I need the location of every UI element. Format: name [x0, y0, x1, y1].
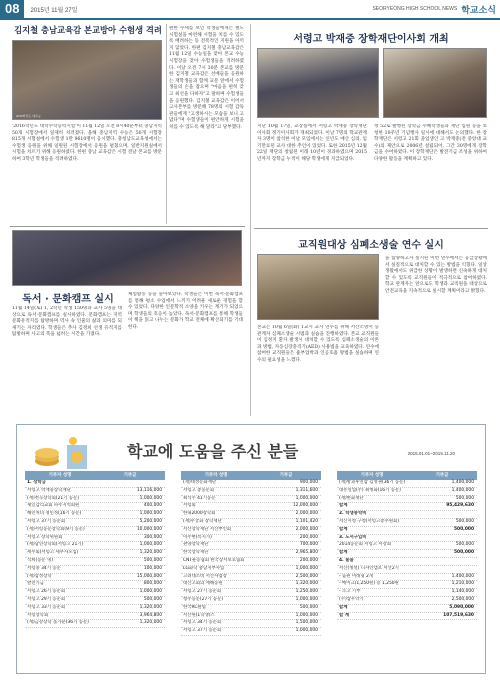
donor-name: 서령고 37기 동문회 — [183, 628, 222, 634]
table-row — [181, 542, 321, 550]
donor-amount: 1,000,000 — [139, 511, 162, 517]
article1-body: '2016학년도 대학수학능력시험'이 11월 12일 오전 8시40분부터 충남지역 50개 시험장에서 일제히 치러졌다. 올해 충남지역 수능은 50개 시험장 815개 시험실에서 수험생 1만 9610명이 응시했다. 충청남도교육청에서는 수험생 응원을 위해 일원된 시험장에서 응원을 펼쳤으며, 일반지원실에서 시험을 치르기 위해 응원하였다. 한편 충남 교육감은 시험 전날 본교를 방문하여 3학년 학생들을 격려하였다. — [12, 124, 162, 162]
table-row — [337, 488, 477, 496]
donor-name: 서산원(1학생)스 — [183, 612, 215, 618]
donor-amount: 13,116,000 — [136, 487, 162, 493]
rows — [181, 480, 321, 636]
table-row — [181, 620, 321, 628]
donor-amount: 1,000,000 — [295, 612, 318, 618]
article2-body-cont: 정 52로 발행된 장학금 수혜학생들과 재단 임원 등을 초청한 10주년 기념행사 일시에 대해서도 논의했다. 한 장학재단은 서령고 21회 졸업생인 고 박재중(전 중앙대 교수)의 제안으로 2006년 설립되어, 그간 30명에게 장학금을 수여하였다. 이 장학재단은 발전기금 조성을 위하여 다양한 활동을 계획하고 있다. — [374, 124, 487, 162]
article1-photo-caption: 2016학년도 대수능 — [16, 114, 41, 118]
donor-table-1 — [25, 471, 165, 628]
donor-amount: 3,964,800 — [139, 612, 162, 618]
article2-title: 서령고 박재중 장학재단이사회 개최 — [293, 34, 449, 45]
table-row — [25, 581, 165, 589]
donor-amount: 1,000,000 — [139, 495, 162, 501]
donor-amount: 1,320,000 — [139, 550, 162, 556]
table-row — [25, 558, 165, 566]
donor-name: 청주동문(27기 동문) — [183, 596, 224, 602]
donor-amount: 100,000 — [143, 565, 162, 571]
donor-name: 서산장학재단 서산부인회 — [183, 526, 232, 532]
table-row — [181, 511, 321, 519]
donor-name: 2014동문회 서령고 서강회 — [339, 542, 392, 548]
donor-amount: 1,000,000 — [139, 589, 162, 595]
donor-name: 관양장학재단 — [183, 542, 209, 548]
table-row — [181, 581, 321, 589]
donor-amount: 2,500,000 — [295, 573, 318, 579]
table-row — [181, 480, 321, 488]
table-row — [25, 542, 165, 550]
donor-name: 서령고 29기 동문회 — [27, 596, 66, 602]
donor-amount: 1,320,000 — [139, 604, 162, 610]
table-row — [337, 511, 477, 519]
donor-name: 서령고 33기 동문회 — [27, 604, 66, 610]
donor-amount: 500,000 — [454, 550, 474, 556]
donor-amount: 500,000 — [455, 495, 474, 501]
article2-photo-right — [383, 48, 487, 118]
donor-name: 서령고 34기 동문회 — [183, 620, 222, 626]
section-title: 학교소식 — [461, 5, 496, 16]
page-number: 08 — [0, 0, 24, 18]
table-row — [337, 519, 477, 527]
table-row — [181, 605, 321, 613]
donor-amount: 1,320,000 — [295, 581, 318, 587]
donor-amount: 1,000,000 — [295, 495, 318, 501]
table-row — [337, 503, 477, 511]
donor-name: - 소고 기부 — [339, 589, 361, 595]
table-row — [337, 558, 477, 566]
donor-amount — [420, 566, 477, 573]
donor-amount: 1,140,000 — [451, 589, 474, 595]
donor-amount: 1,400,000 — [451, 480, 474, 485]
donor-amount: 500,000 — [299, 604, 318, 610]
donor-amount: 300,000 — [143, 534, 162, 540]
article3-body: 본교는 10월 6일(화) 1교시 교사 연수를 위해 서산소방서 등 관계자 심폐소생술 시범과 실습을 진행하였다. 본교 교직원들이 심정지 환자 발생시 대처할 수 있도록 심폐소생술의 이론과 방법, 자동심장충격기(AED) 사용법을 교육하였다. 연수에 참여한 교직원들은 흉부압박과 인공호흡 방법을 실습하며 연수의 필요성을 느꼈다. — [257, 325, 379, 363]
donor-name: (재)방과후연합 김성권(36기 동문) — [339, 480, 406, 485]
table-row — [337, 566, 477, 574]
donor-name: 발전기금 — [27, 581, 44, 587]
header-name: 기부자 성명 — [204, 473, 228, 478]
donor-amount: 1,101,420 — [295, 518, 318, 524]
donor-name: 2. 학생통학비 — [339, 511, 367, 517]
article3-body-cont: 을 함양하고자 실시된 이번 연수에서는 응급상황에서 실질적으로 대처할 수 있는 방법을 익혔다. 일상생활에서도 위급한 상황이 발생하면 신속하게 대처할 수 있도록 교직원들이 적극적으로 참여하였다. 학교 관계자는 앞으로도 학생과 교직원을 대상으로 안전교육을 지속적으로 실시할 계획이라고 밝혔다. — [385, 256, 487, 294]
donor-name: 서령회 — [183, 503, 196, 509]
article3-photo — [257, 254, 379, 320]
donor-amount: 12,000,000 — [292, 503, 318, 509]
donor-amount: 700,000 — [299, 542, 318, 548]
donor-name: (재)대성문화재단 — [183, 480, 217, 485]
donor-name: 서산(병설) 디자인캠프 서산2기 — [339, 565, 399, 571]
donor-name: 서령고 27기 동문회 — [183, 589, 222, 595]
table-row — [181, 628, 321, 636]
donor-name: CNT운동협회 한국장서보호협회 — [183, 557, 245, 563]
donor-name: 합계 — [339, 526, 348, 532]
donor-amount: 500,000 — [143, 557, 162, 563]
donor-name: 한내2000장학회 — [183, 511, 216, 517]
donor-name: 서산시청 구청(서령고총무원회) — [339, 518, 399, 524]
article4-body: 11월 14일(토) 1, 2학년 학생 150명과 교사 5명을 대상으로 독서·문화캠프를 실시하였다. 문화캠프는 지역 문화유적지를 탐방하며 역사 속 인물의 삶과 의미를 되새기는 자리였다. 학생들은 추사 김정희 선생 유적지를 탐방하며 사고의 폭을 넓히는 시간을 가졌다. — [12, 306, 122, 338]
coin-jar-icon — [29, 431, 99, 473]
table-row — [25, 566, 165, 574]
donor-name: 고려대조비 서산사업장 — [183, 573, 227, 579]
table-header — [181, 471, 321, 480]
donors-date-range: 2015.01.01~2015.11.20 — [407, 451, 455, 456]
donor-name: - 음원 미래형 2개 — [339, 573, 374, 579]
issue-date: 2015년 11월 27일 — [30, 7, 78, 14]
donor-name: 한국RC클럽 — [183, 604, 206, 610]
article2-body: 지난 10월 17일, 교장실에서 서령고 박재중 장학재단이사회 정기이사회가 개최되었다. 이날 7명의 학교관계자 3명이 참석한 이날 모임에서는 신년도 예산 심의, 임기만료된 교사 대한 추인이 있었다. 또한 2015년 12월 22일 재단의 창립된 이래 10년이 경과하였으며 2015년까지 장학금 누적이 해당 학생에게 지급되었다. — [257, 124, 367, 162]
donor-amount: 1,400,000 — [451, 573, 474, 579]
donor-name: 합계 — [339, 604, 348, 610]
table-row — [337, 581, 477, 589]
donor-amount — [420, 558, 477, 565]
donors-title: 학교에 도움을 주신 분들 — [127, 442, 299, 461]
table-row — [337, 480, 477, 488]
donor-name: 서령중 34기 동문 — [27, 565, 61, 571]
table-row — [25, 597, 165, 605]
donor-name: 합 계 — [339, 612, 350, 618]
page-header — [0, 0, 500, 20]
table-row — [337, 550, 477, 558]
header-name: 기부자 성명 — [48, 473, 72, 478]
donor-name: (재)무궁화 장학재단 — [183, 518, 222, 524]
table-row — [25, 527, 165, 535]
table-row — [181, 597, 321, 605]
table-row — [337, 589, 477, 597]
section-divider — [10, 226, 245, 227]
donor-name: 합계 — [339, 503, 348, 509]
donor-name: (재)금강장학 홀가분(36기 동문) — [27, 620, 89, 626]
donor-name: 대흥실업(주) 최병화(16기 동문) — [339, 487, 401, 493]
donor-amount: 10,000,000 — [136, 526, 162, 532]
donor-amount: 500,000 — [455, 518, 474, 524]
table-row — [337, 605, 477, 613]
donor-name: 서령고 37기 동문회 — [27, 518, 66, 524]
donor-name: 최석주 41기동문 — [183, 495, 216, 501]
table-row — [25, 480, 165, 488]
donor-amount: 200,000 — [299, 534, 318, 540]
donor-amount — [420, 511, 477, 518]
donor-name: 서령장학회 — [27, 612, 49, 618]
donor-name: (재)천곡장학회(21기 동문) — [27, 495, 80, 501]
donor-amount: 2,965,800 — [295, 550, 318, 556]
donor-amount: 1,400,000 — [451, 487, 474, 493]
donor-amount: 2,000,000 — [295, 511, 318, 517]
table-row — [337, 527, 477, 535]
donor-amount: 1,500,000 — [295, 620, 318, 626]
donor-table-3 — [337, 471, 477, 620]
table-header — [337, 471, 477, 480]
article1-title: 김지철 충남교육감 본교방아 수험생 격려 — [14, 25, 162, 35]
donor-amount: 1,210,000 — [451, 581, 474, 587]
donor-amount: 1,250,000 — [295, 589, 318, 595]
table-row — [25, 519, 165, 527]
donor-amount: 400,000 — [143, 503, 162, 509]
donor-name: (재)서령동문장학회(9기 동문) — [27, 526, 85, 532]
article4-title: 독서 · 문화캠프 실시 — [22, 294, 114, 305]
donor-name: 3. 도서구입비 — [339, 534, 367, 540]
donor-amount: 15,000,000 — [136, 573, 162, 579]
header-amount: 기부금 — [279, 473, 293, 478]
rows — [337, 480, 477, 620]
article4-body-cont: 체험활동 등을 돌아보았다. 학생들은 이번 독서·문화캠프를 통해 평소 수업에서 느끼기 어려운 새로운 경험을 할 수 있었다. 다양한 인문학적 소양을 키우는 계기가 되었으며 학생들의 호응이 높았다. 독서·문화캠프를 통해 학생들이 책을 읽고 나누는 문화가 학교 전체에 확산되기를 기대한다. — [128, 292, 243, 330]
donor-name: 서령고 26기 동문회 — [27, 589, 66, 595]
donor-name: 제일감리교회 파주지역회원 — [27, 503, 80, 509]
donor-amount: 5,090,000 — [449, 604, 474, 610]
donor-name: LG화학 충남지부사업 — [183, 565, 225, 571]
donor-amount: 200,000 — [299, 557, 318, 563]
table-row — [181, 566, 321, 574]
article1-photo — [12, 40, 162, 120]
donor-name: 이주현(특지가) — [183, 534, 212, 540]
donor-amount: 500,000 — [143, 596, 162, 602]
donor-name: 4. 물품 — [339, 557, 354, 563]
article1-body-cont: 편한 수세를 보인 학생들에게는 별도 시험실을 마련해 시험을 치를 수 있도록 배려하는 등 전폭적인 지원을 아끼지 않았다. 한편 김지철 충남교육감은 11월 12일 수능일을 맞아 본교 수능 시험장을 찾아 수험생들을 격려하였다. 이날 오전 7시 30분 본교를 방문한 김지철 교육감은 선배들을 응원하는 재학생들과 함께 교문 앞에서 수험생들의 손을 잡으며 "마음을 편히 갖고 최선을 다하자"고 말하며 수험생들을 응원했다. 김지철 교육감은 이어서 고사본부를 방문해 78명의 시험 감독관들에게 "고생하시는 모습을 보니 고맙다"며 수험생들이 편안하게 시험을 치를 수 있도록 해 달라"고 당부했다. — [169, 26, 244, 130]
donor-amount: 900,000 — [299, 480, 318, 485]
donor-name: (주)삼우약기 — [339, 596, 364, 602]
article4-photo — [12, 230, 242, 286]
donor-amount: 1,311,600 — [295, 487, 318, 493]
table-row — [181, 488, 321, 496]
donor-amount — [420, 535, 477, 542]
table-row — [25, 511, 165, 519]
table-row — [337, 597, 477, 605]
donor-name: 서령고 총동문회 — [183, 487, 215, 493]
donor-name: 1. 장학금 — [27, 480, 46, 485]
donor-name: (재)한화재단 — [339, 495, 364, 501]
donor-amount: 1,000,000 — [295, 565, 318, 571]
donor-name: 서령고 박재중장학재단 — [27, 487, 71, 493]
donor-amount: 107,519,630 — [443, 612, 474, 618]
section-divider — [254, 228, 488, 229]
donor-name: 서령고 장학위원회 — [27, 534, 63, 540]
donor-name: 한국장학재단 — [183, 550, 209, 556]
donors-box — [16, 424, 486, 674]
donor-name: 해민처녀 정민정(16기 동문) — [27, 511, 82, 517]
donor-amount: 1,000,000 — [295, 628, 318, 634]
donor-name: 세무회(서령고 세무사모임) — [27, 550, 79, 556]
header-name: 기부자 성명 — [360, 473, 384, 478]
header-amount: 기부금 — [123, 473, 137, 478]
donor-amount: 5,200,000 — [139, 518, 162, 524]
table-row — [25, 605, 165, 613]
table-header — [25, 471, 165, 480]
donor-name: 합계 — [339, 550, 348, 556]
donor-name: 대산고회의 재해동원 — [183, 581, 223, 587]
donor-name: (재)삼성장학 — [27, 573, 52, 579]
donor-amount: 800,000 — [143, 581, 162, 587]
column-divider — [250, 24, 251, 416]
table-row — [181, 550, 321, 558]
donor-amount: 2,500,000 — [451, 596, 474, 602]
article3-title: 교직원대상 심폐소생술 연수 실시 — [298, 240, 444, 251]
header-amount: 기부금 — [435, 473, 449, 478]
donor-name: - 메이크(1,250원) 등 1,250원 — [339, 581, 399, 587]
donor-amount: 1,000,000 — [295, 596, 318, 602]
donor-amount: 1,000,000 — [139, 542, 162, 548]
donor-amount: 500,000 — [455, 542, 474, 548]
donor-amount: 500,000 — [454, 526, 474, 532]
donor-amount: 95,429,630 — [446, 503, 474, 509]
table-row — [181, 519, 321, 527]
donor-amount: 1,320,000 — [139, 620, 162, 626]
table-row — [25, 620, 165, 628]
table-row — [181, 589, 321, 597]
table-row — [181, 527, 321, 535]
donor-table-2 — [181, 471, 321, 636]
table-row — [181, 558, 321, 566]
donor-amount: 2,000,000 — [295, 526, 318, 532]
donor-name: 석희(동문 명) — [27, 557, 54, 563]
table-row — [337, 542, 477, 550]
table-row — [25, 550, 165, 558]
article2-photo-left — [257, 48, 379, 118]
paper-name: SEORYEONG HIGH SCHOOL NEWS — [372, 6, 458, 12]
donor-amount — [108, 480, 165, 487]
table-row — [25, 589, 165, 597]
table-row — [337, 613, 477, 621]
donor-name: (재)남연장학회(서령고 21기) — [27, 542, 84, 548]
table-row — [25, 488, 165, 496]
column-divider — [166, 24, 167, 224]
rows — [25, 480, 165, 628]
